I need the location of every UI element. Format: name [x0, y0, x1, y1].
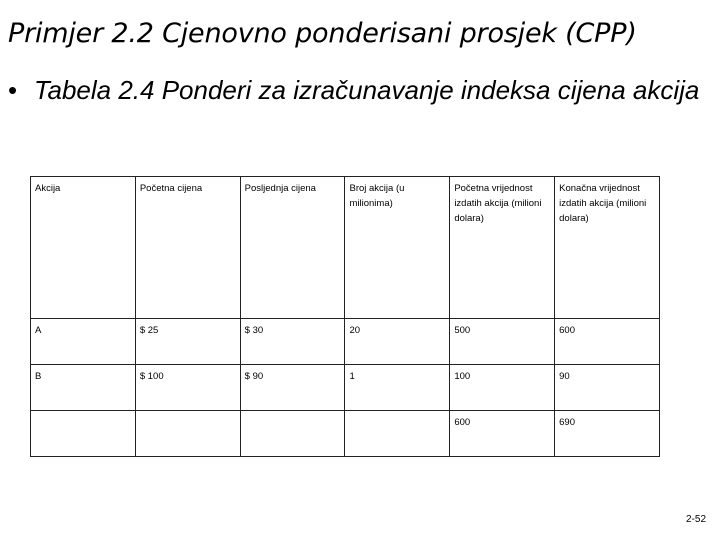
table-cell: 20: [345, 319, 450, 365]
header-akcija: Akcija: [31, 177, 136, 319]
header-pocetna-cijena: Početna cijena: [135, 177, 240, 319]
table-cell: 90: [555, 365, 660, 411]
table-cell: 500: [450, 319, 555, 365]
table-cell: $ 30: [240, 319, 345, 365]
table-cell: $ 25: [135, 319, 240, 365]
table-row: [31, 319, 660, 365]
bullet-dot: •: [8, 75, 18, 105]
table-cell: $ 90: [240, 365, 345, 411]
table-cell: 600: [555, 319, 660, 365]
header-pocetna-vrijednost: Početna vrijednost izdatih akcija (milioni dolara): [450, 177, 555, 319]
slide-title: Primjer 2.2 Cjenovno ponderisani prosjek (CPP): [8, 18, 637, 49]
header-posljednja-cijena: Posljednja cijena: [240, 177, 345, 319]
table-row: [31, 365, 660, 411]
table-cell: [345, 411, 450, 457]
table-header-row: [31, 177, 660, 319]
table-cell: 1: [345, 365, 450, 411]
header-broj-akcija: Broj akcija (u milionima): [345, 177, 450, 319]
table-cell: 600: [450, 411, 555, 457]
table-cell: A: [31, 319, 136, 365]
weights-table: [30, 176, 660, 457]
bullet-text: Tabela 2.4 Ponderi za izračunavanje indeksa cijena akcija: [34, 75, 700, 105]
table-totals-row: [31, 411, 660, 457]
table-cell: [135, 411, 240, 457]
table-cell: B: [31, 365, 136, 411]
table-cell: 690: [555, 411, 660, 457]
slide-number: 2-52: [685, 514, 706, 525]
table-cell: [31, 411, 136, 457]
header-konacna-vrijednost: Konačna vrijednost izdatih akcija (milioni dolara): [555, 177, 660, 319]
table-cell: 100: [450, 365, 555, 411]
table-cell: [240, 411, 345, 457]
table-cell: $ 100: [135, 365, 240, 411]
